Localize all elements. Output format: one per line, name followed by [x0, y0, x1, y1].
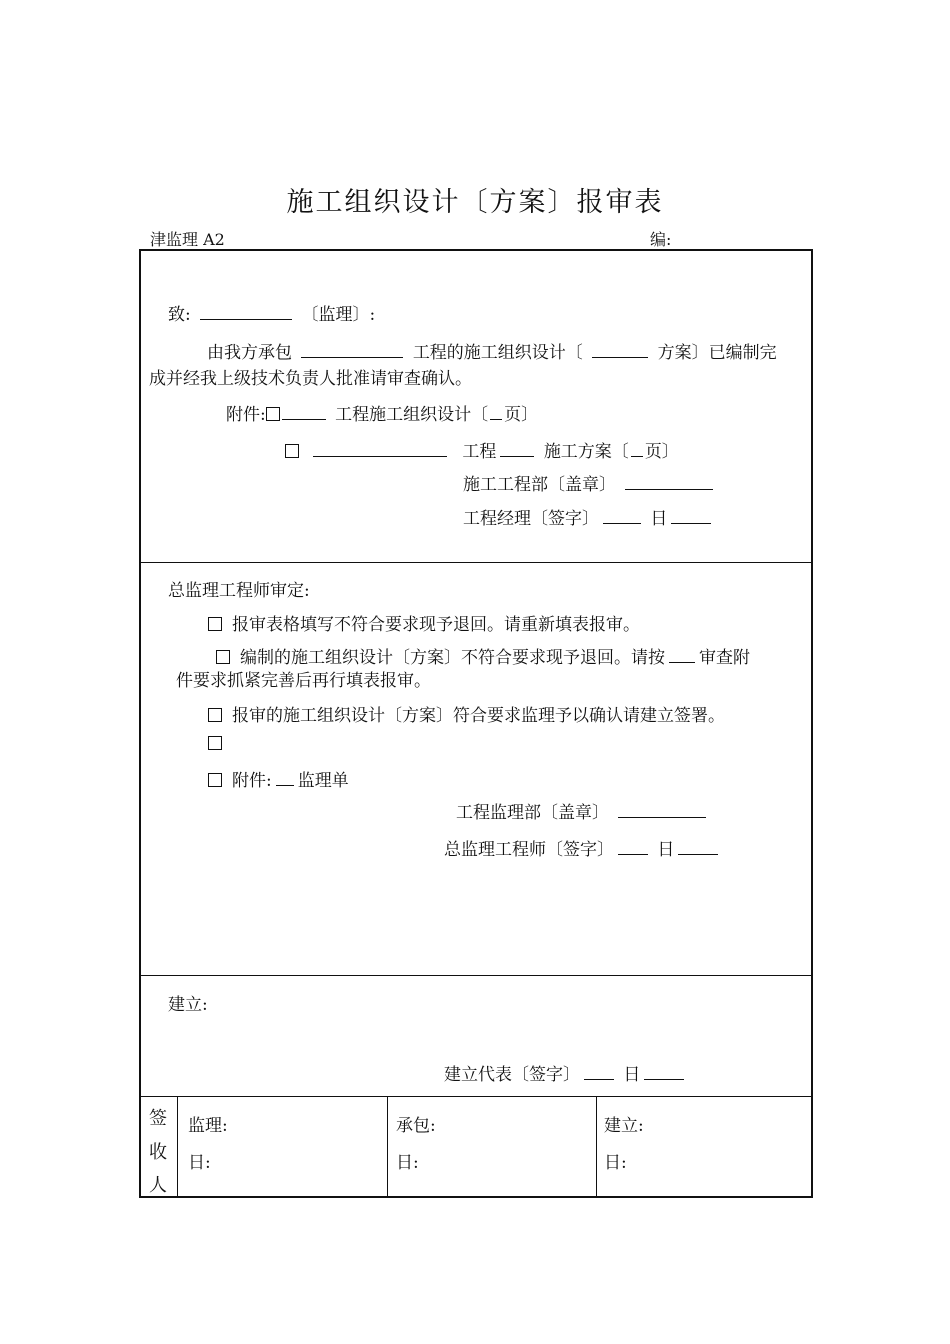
receipt-contractor-date: 日: — [396, 1153, 419, 1173]
plan-blank[interactable] — [592, 339, 648, 358]
owner-sign-blank[interactable] — [584, 1061, 614, 1080]
supervision-seal-blank[interactable] — [618, 799, 706, 818]
review-option-4 — [208, 734, 232, 754]
application-text-line2: 成并经我上级技术负责人批准请审查确认。 — [149, 369, 472, 389]
supervision-dept-line: 工程监理部〔盖章〕 — [456, 798, 710, 823]
receipt-supervision-date: 日: — [188, 1153, 211, 1173]
receipt-divider-c — [596, 1096, 597, 1196]
receipt-side-char-2: 收 — [149, 1142, 167, 1163]
receipt-owner-date: 日: — [604, 1153, 627, 1173]
checkbox-icon[interactable] — [208, 736, 222, 750]
supervision-form-blank[interactable] — [276, 767, 294, 786]
number-label: 编: — [650, 230, 672, 249]
divider-3 — [141, 1096, 811, 1097]
review-option-2-cont: 件要求抓紧完善后再行填表报审。 — [176, 671, 431, 691]
divider-2 — [141, 975, 811, 976]
dept-seal-blank[interactable] — [625, 471, 713, 490]
project-blank[interactable] — [301, 339, 403, 358]
receipt-divider-b — [387, 1096, 388, 1196]
construction-dept-line: 施工工程部〔盖章〕 — [463, 470, 717, 495]
application-text-line1: 由我方承包 工程的施工组织设计〔 方案〕已编制完 — [207, 338, 777, 363]
attach1-pages-blank[interactable] — [490, 401, 502, 420]
chief-date-blank[interactable] — [678, 836, 718, 855]
owner-heading: 建立: — [168, 995, 208, 1015]
manager-sign-blank[interactable] — [603, 505, 641, 524]
checkbox-icon[interactable] — [285, 444, 299, 458]
review-option-5: 附件: 监理单 — [208, 766, 349, 791]
attach2-pages-blank[interactable] — [631, 438, 643, 457]
chief-sign-line: 总监理工程师〔签字〕 日 — [444, 835, 722, 860]
review-basis-blank[interactable] — [669, 644, 695, 663]
checkbox-icon[interactable] — [208, 773, 222, 787]
checkbox-icon[interactable] — [208, 708, 222, 722]
receipt-side-char-3: 人 — [149, 1175, 167, 1196]
review-option-2: 编制的施工组织设计〔方案〕不符合要求现予退回。请按 审查附 — [216, 643, 750, 668]
checkbox-icon[interactable] — [266, 407, 280, 421]
owner-rep-line: 建立代表〔签字〕 日 — [444, 1060, 688, 1085]
page-title: 施工组织设计〔方案〕报审表 — [286, 187, 664, 218]
review-option-1: 报审表格填写不符合要求现予退回。请重新填表报审。 — [208, 610, 640, 635]
review-option-3: 报审的施工组织设计〔方案〕符合要求监理予以确认请建立签署。 — [208, 701, 725, 726]
receipt-side-char-1: 签 — [149, 1108, 167, 1129]
checkbox-icon[interactable] — [208, 617, 222, 631]
review-heading: 总监理工程师审定: — [168, 581, 310, 601]
checkbox-icon[interactable] — [216, 650, 230, 664]
receipt-contractor-label: 承包: — [396, 1116, 436, 1136]
receipt-supervision-label: 监理: — [188, 1116, 228, 1136]
receipt-divider-a — [177, 1096, 178, 1196]
divider-1 — [141, 562, 811, 563]
form-code: 津监理 A2 — [150, 230, 225, 249]
attach2-project-blank[interactable] — [313, 438, 447, 457]
attach1-blank[interactable] — [282, 401, 326, 420]
receipt-owner-label: 建立: — [604, 1116, 644, 1136]
attach2-blank[interactable] — [500, 438, 534, 457]
attachment-line2: 工程 施工方案〔 页〕 — [285, 437, 679, 462]
attachment-line1: 附件: 工程施工组织设计〔 页〕 — [226, 400, 538, 425]
chief-sign-blank[interactable] — [618, 836, 648, 855]
manager-sign-line: 工程经理〔签字〕 日 — [463, 504, 715, 529]
to-line: 致: 〔监理〕: — [168, 300, 375, 325]
manager-date-blank[interactable] — [671, 505, 711, 524]
supervisor-blank[interactable] — [200, 301, 292, 320]
owner-date-blank[interactable] — [644, 1061, 684, 1080]
